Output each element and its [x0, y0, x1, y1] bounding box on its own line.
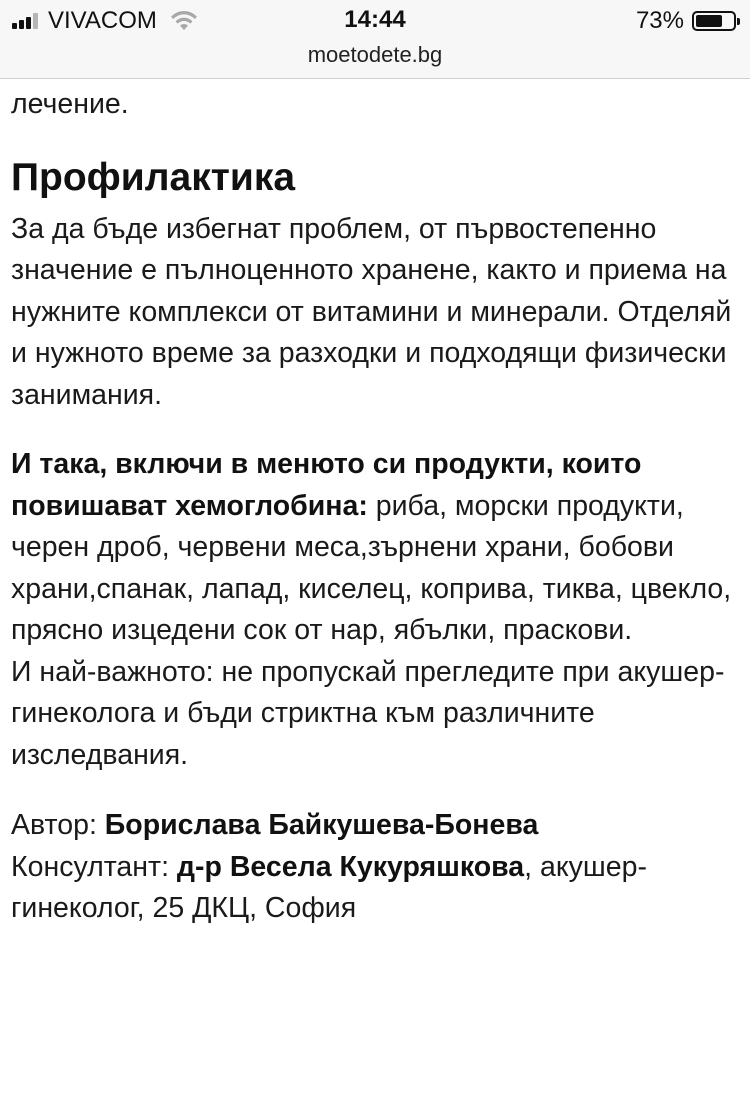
consultant-label: Консултант: — [11, 850, 177, 883]
article-body — [11, 84, 741, 930]
foods-list: риба, морски продукти, черен дроб, червени меса,зърнени храни, бобови храни,спанак, лапад, киселец, коприва, тиква, цвекло, прясно изцедени сок от нар, ябълки, праскови. — [11, 489, 732, 646]
author-name: Борислава Байкушева-Бонева — [104, 809, 539, 841]
consultant-name: д-р Весела Кукуряшкова — [176, 850, 525, 883]
consultant-line — [11, 847, 741, 930]
battery-icon — [692, 11, 736, 31]
battery-percent: 73% — [635, 7, 684, 34]
address-bar-url[interactable]: moetodete.bg — [307, 42, 443, 67]
author-line — [11, 805, 741, 847]
status-time: 14:44 — [344, 6, 406, 33]
consultant-details: , акушер-гинеколог, 25 ДКЦ, София — [11, 850, 647, 924]
previous-paragraph-end: лечение. — [11, 88, 129, 120]
foods-paragraph — [11, 444, 741, 652]
battery-fill — [696, 15, 722, 27]
battery-status — [636, 8, 736, 34]
section-heading: Профилактика — [11, 155, 296, 199]
carrier-name: VIVACOM — [48, 7, 157, 34]
checkups-paragraph: И най-важното: не пропускай прегледите при акушер-гинеколога и бъди стриктна към различните изследвания. — [11, 655, 725, 771]
author-label: Автор: — [11, 809, 105, 841]
prevention-paragraph: За да бъде избегнат проблем, от първостепенно значение е пълноценното хранене, както и приема на нужните комплекси от витамини и минерали. Отделяй и нужното време за разходки и подходящи физически занимания. — [11, 212, 732, 411]
foods-intro-bold: И така, включи в менюто си продукти, които повишават хемоглобина: — [11, 448, 642, 522]
status-bar — [0, 0, 750, 79]
